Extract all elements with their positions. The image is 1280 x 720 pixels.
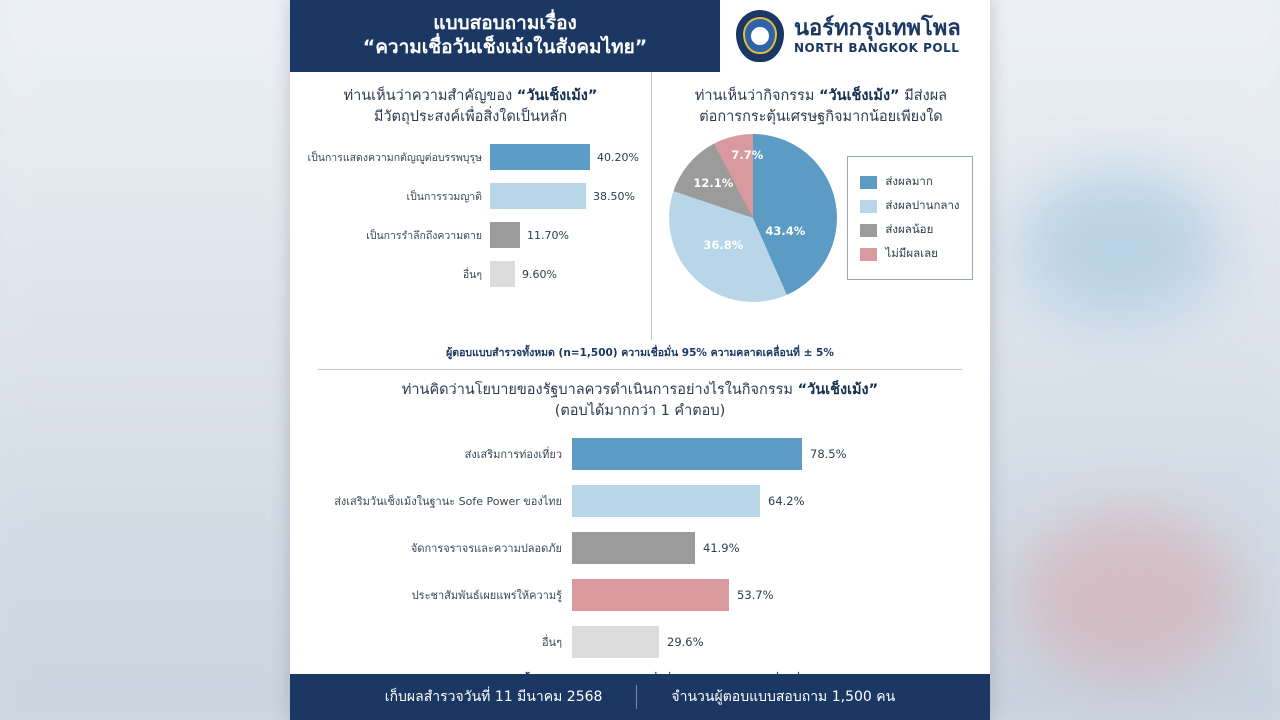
bar-label: ประชาสัมพันธ์เผยแพร่ให้ความรู้ xyxy=(411,589,562,603)
chart-title-economy-part2: ต่อการกระตุ้นเศรษฐกิจมากน้อยเพียงใด xyxy=(699,109,943,126)
legend-label: ส่งผลน้อย xyxy=(885,222,934,237)
bar-fill xyxy=(490,183,586,209)
bar-label: เป็นการรวมญาติ xyxy=(406,190,482,203)
infographic-poster xyxy=(290,0,990,720)
legend-swatch xyxy=(860,248,877,261)
bar-fill xyxy=(490,222,520,248)
bar-row xyxy=(302,181,639,211)
bar-fill xyxy=(572,438,802,470)
chart-title-purpose-bold: “วันเช็งเม้ง” xyxy=(516,88,598,104)
bar-value: 11.70% xyxy=(527,228,569,242)
bar-label: ส่งเสริมการท่องเที่ยว xyxy=(464,448,562,462)
background-blob-left xyxy=(0,0,300,720)
bar-label: ส่งเสริมวันเช็งเม้งในฐานะ Sofe Power ของไทย xyxy=(334,495,562,509)
bar-row xyxy=(302,220,639,250)
pie-slice-label: 36.8% xyxy=(703,238,744,253)
chart-title-economy-part1b: มีส่งผล xyxy=(899,88,948,104)
chart-panel-purpose xyxy=(290,72,652,340)
footer-respondents: จำนวนผู้ตอบแบบสอบถาม 1,500 คน xyxy=(671,689,896,705)
chart-title-policy-part2: (ตอบได้มากกว่า 1 คำตอบ) xyxy=(554,403,726,420)
bar-value: 41.9% xyxy=(703,541,740,556)
chart-title-policy-bold: “วันเช็งเม้ง” xyxy=(797,382,879,398)
background-blob-blue xyxy=(1020,170,1220,320)
bar-value: 38.50% xyxy=(593,189,635,203)
bar-value: 29.6% xyxy=(667,635,704,650)
chart-title-policy-part1: ท่านคิดว่านโยบายของรัฐบาลควรดำเนินการอย่างไรในกิจกรรม xyxy=(401,382,798,398)
legend-item xyxy=(860,173,959,191)
bar-label: อื่นๆ xyxy=(541,636,562,650)
bar-fill xyxy=(490,261,515,287)
bar-chart-purpose xyxy=(302,142,639,289)
background-blob-pink xyxy=(1020,510,1240,680)
legend-label: ส่งผลปานกลาง xyxy=(885,198,960,213)
poster-title-line2: “ความเชื่อวันเช็งเม้งในสังคมไทย” xyxy=(362,36,648,58)
legend-swatch xyxy=(860,176,877,189)
pie-slice-label: 12.1% xyxy=(693,176,734,191)
bar-row xyxy=(302,530,978,566)
chart-title-purpose-part2: มีวัตถุประสงค์เพื่อสิ่งใดเป็นหลัก xyxy=(373,109,568,126)
bar-row xyxy=(302,142,639,172)
poll-logo xyxy=(720,0,990,72)
bar-value: 78.5% xyxy=(810,447,847,462)
bar-fill xyxy=(572,485,760,517)
chart-title-economy xyxy=(664,86,978,128)
legend-item xyxy=(860,221,959,239)
legend-label: ส่งผลมาก xyxy=(885,174,933,189)
bar-value: 64.2% xyxy=(768,494,805,509)
pie-chart-economy xyxy=(664,134,978,302)
pie-slice-label: 43.4% xyxy=(765,224,806,239)
bar-label: เป็นการรำลึกถึงความตาย xyxy=(366,229,482,242)
footer-date: เก็บผลสำรวจวันที่ 11 มีนาคม 2568 xyxy=(384,689,603,705)
chart-title-purpose xyxy=(302,86,639,128)
bar-value: 9.60% xyxy=(522,267,557,281)
bar-label: จัดการจราจรและความปลอดภัย xyxy=(410,542,562,556)
chart-panel-economy xyxy=(652,72,990,340)
chart-title-policy xyxy=(302,380,978,422)
shield-icon xyxy=(736,10,784,62)
bar-row xyxy=(302,259,639,289)
logo-name-en: NORTH BANGKOK POLL xyxy=(794,40,960,55)
logo-name-th: นอร์ทกรุงเทพโพล xyxy=(794,16,961,42)
bar-row xyxy=(302,436,978,472)
bar-row xyxy=(302,483,978,519)
bar-value: 53.7% xyxy=(737,588,774,603)
legend-swatch xyxy=(860,224,877,237)
bar-label: เป็นการแสดงความกตัญญูต่อบรรพบุรุษ xyxy=(307,151,482,164)
pie-slice-label: 7.7% xyxy=(731,148,764,163)
bar-value: 40.20% xyxy=(597,150,639,164)
bar-fill xyxy=(572,579,729,611)
legend-item xyxy=(860,245,959,263)
top-charts-row xyxy=(290,72,990,340)
legend-label: ไม่มีผลเลย xyxy=(885,246,938,261)
poster-title xyxy=(290,0,720,72)
note-top: ผู้ตอบแบบสำรวจทั้งหมด (n=1,500) ความเชื่อมั่น 95% ความคลาดเคลื่อนที่ ± 5% xyxy=(446,347,834,359)
poster-footer xyxy=(290,674,990,720)
bar-label: อื่นๆ xyxy=(462,268,482,281)
chart-title-economy-part1: ท่านเห็นว่ากิจกรรม xyxy=(694,88,819,104)
bar-fill xyxy=(490,144,590,170)
bar-row xyxy=(302,577,978,613)
chart-title-economy-bold: “วันเช็งเม้ง” xyxy=(819,88,900,104)
bar-row xyxy=(302,624,978,660)
bar-fill xyxy=(572,626,659,658)
pie-legend xyxy=(847,156,972,280)
poster-title-line1: แบบสอบถามเรื่อง xyxy=(433,12,577,35)
legend-item xyxy=(860,197,959,215)
pie-circle xyxy=(669,134,837,302)
legend-swatch xyxy=(860,200,877,213)
poster-header xyxy=(290,0,990,72)
chart-title-purpose-part1: ท่านเห็นว่าความสำคัญของ xyxy=(343,88,517,104)
bar-fill xyxy=(572,532,695,564)
chart-panel-policy xyxy=(290,370,990,688)
bar-chart-policy xyxy=(302,436,978,660)
